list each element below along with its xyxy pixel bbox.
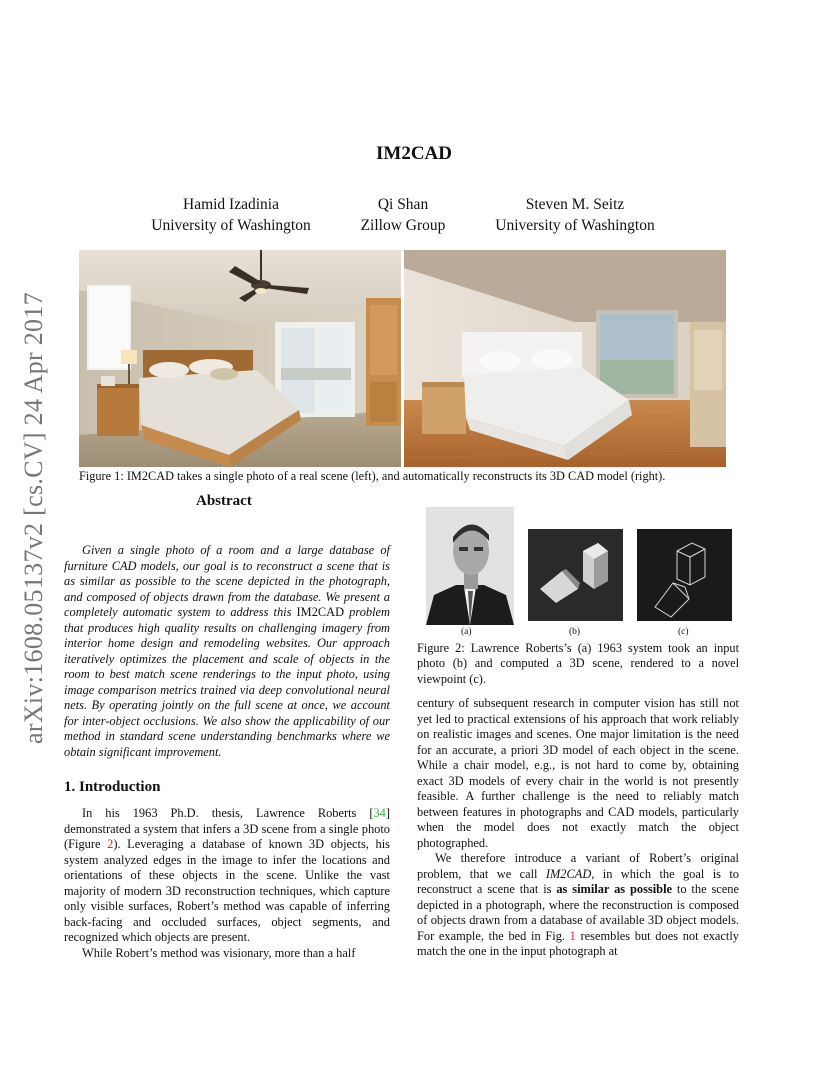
abstract-em: IM2CAD (296, 605, 345, 619)
section-heading-introduction: 1. Introduction (64, 779, 161, 795)
figure2-photo-roberts (426, 507, 514, 625)
intro-paragraph-4: We therefore introduce a variant of Robert’s original problem, that we call IM2CAD, in which the goal is to reconstruct a scene that is as similar as possible to the scene depicted in a photograph, where the reconstruction is composed of objects drawn from a database of available 3D object models. For example, the bed in Fig. 1 resembles but does not exactly match the one in the input photograph at (417, 851, 739, 958)
figure-ref-link[interactable]: 2 (107, 837, 114, 851)
arxiv-sidebar (14, 258, 54, 778)
abstract-text: Given a single photo of a room and a large database of furniture CAD models, our goal is to reconstruct a scene that is as similar as possible to the scene depicted in the photograph, and composed of objects drawn from the database. We present a completely automatic system to address this IM2CAD problem that produces high quality results on challenging imagery from interior home design and remodeling websites. Our approach iteratively optimizes the placement and scale of objects in the room to best match scene renderings to the input photo, using image comparison metrics trained via deep convolutional neural nets. By operating jointly on the full scene at once, we account for inter-object occlusions. We also show the applicability of our method in standard scene understanding benchmarks where we obtain significant improvement. (64, 543, 390, 759)
figure1-cad-render (404, 250, 726, 467)
intro-right-column (417, 696, 739, 960)
figure2-label-b: (b) (569, 627, 581, 637)
intro-paragraph-2: While Robert’s method was visionary, more than a half (82, 945, 356, 960)
intro-paragraph-3: century of subsequent research in computer vision has still not yet led to practical extensions of his approach that work reliably on realistic images and scenes. One major limitation is the need for an accurate, a priori 3D model of each object in the scene. While a chair model, e.g., is not hard to come by, obtaining exact 3D models of every chair in the world is not presently feasible. A further challenge is the need to reliably match between features in photographs and CAD models, particularly when the model does not exactly match the object photographed. (417, 696, 739, 850)
arxiv-id: arXiv:1608.05137v2 [cs.CV] 24 Apr 2017 (19, 292, 48, 744)
figure2-caption: Figure 2: Lawrence Roberts’s (a) 1963 system took an input photo (b) and computed a 3D scene, rendered to a novel viewpoint (c). (417, 641, 739, 686)
author-name: Steven M. Seitz (525, 196, 625, 213)
author-affiliation: University of Washington (151, 217, 311, 234)
author-3 (490, 194, 660, 236)
abstract-heading: Abstract (196, 493, 252, 509)
author-1 (150, 194, 312, 236)
citation-link[interactable]: 34 (373, 806, 386, 820)
author-name: Hamid Izadinia (183, 196, 279, 213)
figure1-caption: Figure 1: IM2CAD takes a single photo of a real scene (left), and automatically reconstructs its 3D CAD model (right). (79, 469, 666, 483)
figure-ref-link[interactable]: 1 (569, 928, 576, 943)
figure2-label-a: (a) (461, 627, 472, 637)
author-name: Qi Shan (377, 196, 429, 213)
figure2-render-wireframe (637, 529, 732, 621)
intro-left-column (64, 806, 390, 961)
figure1-photo-real (79, 250, 401, 467)
author-2 (348, 194, 458, 236)
author-affiliation: University of Washington (495, 217, 655, 234)
intro-paragraph-1: In his 1963 Ph.D. thesis, Lawrence Roberts [34] demonstrated a system that infers a 3D scene from a single photo (Figure 2). Leveraging a database of known 3D objects, his system analyzed edges in the image to infer the locations and orientations of these objects in the scene. Unlike the vast majority of modern 3D reconstruction techniques, which capture only visible surfaces, Robert’s method was capable of inferring back-facing and occluded surfaces, object segments, and recognized which objects are present. (64, 806, 390, 944)
author-affiliation: Zillow Group (360, 217, 446, 234)
paper-title: IM2CAD (376, 143, 452, 164)
figure2-label-c: (c) (678, 627, 689, 637)
figure2-photo-blocks (528, 529, 623, 621)
